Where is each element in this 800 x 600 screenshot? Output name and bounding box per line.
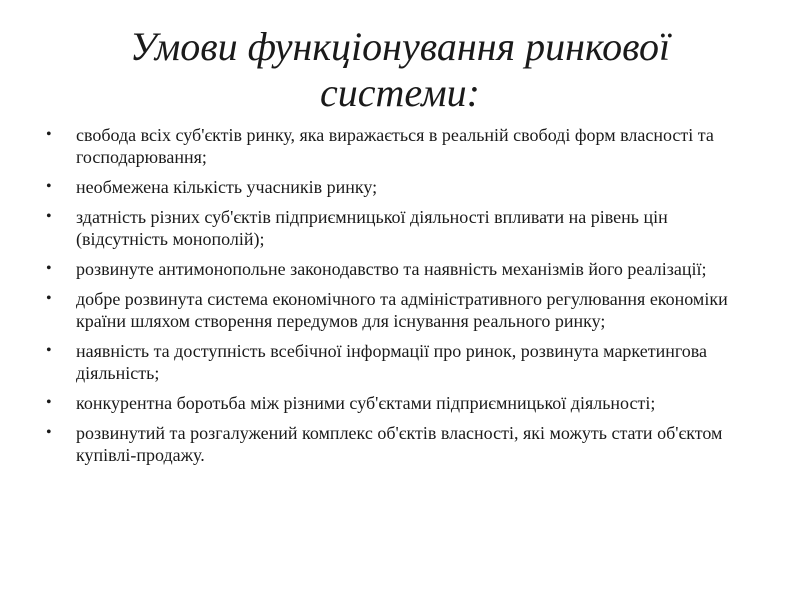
bullet-item-8 [46, 422, 746, 466]
bullet-item-5 [46, 288, 746, 332]
slide-title-line-1: Умови функціонування ринкової [129, 24, 671, 69]
bullet-dot-icon: • [46, 178, 52, 195]
bullet-item-7 [46, 392, 746, 414]
bullet-dot-icon: • [46, 260, 52, 277]
bullet-item-3 [46, 206, 746, 250]
slide-title-line-2: системи: [320, 70, 480, 115]
bullet-dot-icon: • [46, 342, 52, 359]
bullet-text: наявність та доступність всебічної інформації про ринок, розвинута маркетингова діяльність; [76, 341, 708, 383]
bullet-text: необмежена кількість учасників ринку; [76, 177, 378, 197]
bullet-item-1 [46, 124, 746, 168]
bullet-text: розвинутий та розгалужений комплекс об'єктів власності, які можуть стати об'єктом купівлі-продажу. [76, 423, 723, 465]
bullet-item-4 [46, 258, 746, 280]
bullet-dot-icon: • [46, 208, 52, 225]
bullet-dot-icon: • [46, 290, 52, 307]
bullet-text: свобода всіх суб'єктів ринку, яка виражається в реальній свободі форм власності та господарювання; [76, 125, 714, 167]
bullet-text: здатність різних суб'єктів підприємницької діяльності впливати на рівень цін (відсутність монополій); [76, 207, 668, 249]
bullet-dot-icon: • [46, 424, 52, 441]
bullet-text: конкурентна боротьба між різними суб'єктами підприємницької діяльності; [76, 393, 656, 413]
bullet-text: розвинуте антимонопольне законодавство та наявність механізмів його реалізації; [76, 259, 707, 279]
bullet-list [46, 124, 746, 474]
bullet-item-6 [46, 340, 746, 384]
bullet-item-2 [46, 176, 746, 198]
slide-title [60, 24, 740, 116]
bullet-dot-icon: • [46, 394, 52, 411]
bullet-text: добре розвинута система економічного та адміністративного регулювання економіки країни шляхом створення передумов для існування реального ринку; [76, 289, 728, 331]
bullet-dot-icon: • [46, 126, 52, 143]
